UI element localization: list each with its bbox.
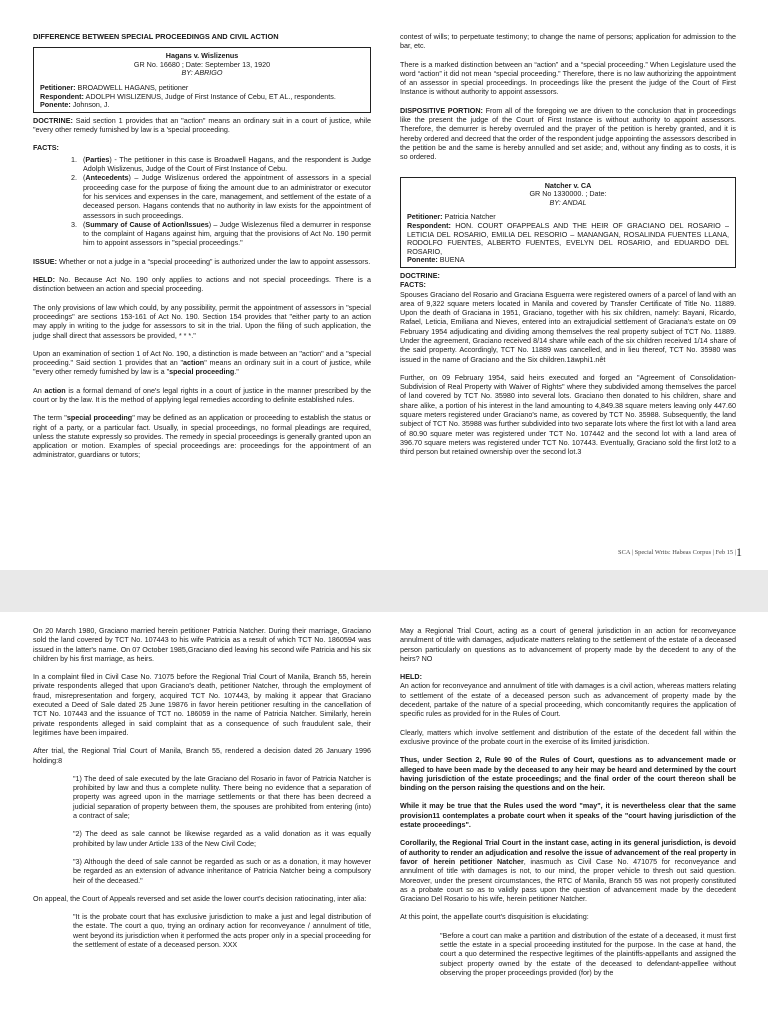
doctrine-heading: DOCTRINE: [400,270,440,280]
case-parties [407,213,729,265]
held-paragraph: An action for reconveyance and annulment of title with damages is a civil action, whereas matters relating to settlement of the estate of a deceased person such as advancement of property made by the decedent, partake of the nature of a special proceeding, which concomitantly requires the application of specific rules as provided for in the Rules of Court. [400,681,736,719]
case-digest-author: BY: ANDAL [549,197,587,207]
petitioner-label: Petitioner: [407,212,443,222]
text-run: Upon an examination of section 1 of Act No. 190, a distinction is made between an "action" and a "special proceeding." Said section 1 provides that an " [33,348,371,368]
case-name: Hagans v. Wislizenus [165,51,239,61]
dispositive-text: From all of the foregoing we are driven to the conclusion that in proceedings like the present the judge of the Court of First Instance is without authority to appoint assessors. Therefore, the demurrer is hereby overruled and the prayer of the petition is hereby granted, and it is hereby ordered and decreed that the order of the respondent judge appointing the assessors described in the petition be and the same is hereby annulled and set aside; and, without any finding as to costs, it is so ordered. [400,105,736,162]
bold-term: special proceeding [169,367,235,377]
dispositive-label: DISPOSITIVE PORTION: [400,105,483,115]
case-parties [40,84,364,110]
facts-item-text: ) – Judge Wislezenus filed a demurrer in response to the complaint of Hagans against him, arguing that the provisions of Act No. 190 permit him to appoint assessors in "special proceedings." [83,219,372,248]
facts-item-heading: Antecedents [85,173,129,183]
page1-right-column [400,32,736,466]
facts-item: 1. (Parties) - The petitioner in this case is Broadwell Hagans, and the respondent is Judge Adolph Wislizenus, Judge of the Court of First Instance of Cebu. [79,155,371,174]
body-paragraph: There is a marked distinction between an “action” and a “special proceeding.” When Legislature used the word “action” it did not mean “special proceeding.” Therefore, there is no law authorizing the appointment of an assessor in special proceedings. In proceedings like the present the judge of the Court of First Instance is without authority to appoint assessors. [400,59,736,97]
doctrine-text: Said section 1 provides that an "action" means an ordinary suit in a court of justice, while "every other remedy furnished by law is a 'special proceeding. [33,115,371,135]
footer-text: SCA | Special Writs: Habeas Corpus | Feb 15 | [618,549,736,556]
respondent-value: HON. COURT OFAPPEALS AND THE HEIR OF GRACIANO DEL ROSARIO – LETICIA DEL ROSARIO, EMILIA DEL RESORIO – MANANGAN, ROSALINDA FUENTES LLANA, RODOLFO FUENTES, ALBERTO FUENTES, EVELYN DEL ROSARIO, and EDUARDO DEL ROSARIO, [407,220,729,256]
body-paragraph: Clearly, matters which involve settlement and distribution of the estate of the decedent fall within the exclusive province of the probate court in the exercise of its limited jurisdiction. [400,727,736,746]
bold-term: action [44,385,66,395]
body-paragraph: After trial, the Regional Trial Court of Manila, Branch 55, rendered a decision dated 26 January 1996 holding:8 [33,746,371,765]
ponente-label: Ponente: [40,100,71,110]
quoted-paragraph: "It is the probate court that has exclusive jurisdiction to make a just and legal distribution of the estate. The court a quo, trying an ordinary action for reconveyance / annulment of title, went beyond its jurisdiction when it performed the acts proper only in a special proceeding for the settlement of estate of a deceased person. XXX [73,912,371,950]
held-heading: HELD: [400,672,422,682]
issue-label: ISSUE: [33,256,57,266]
facts-item-text: ) – Judge Wislizenus ordered the appointment of assessors in a special proceeding case for the purpose of fixing the amount due to an administrator or executor for his services and expenses in the care, management, and settlement of the estate of a deceased person. Hagans contends that no authority in law exists for the appointment of assessors in such proceedings. [83,173,371,220]
respondent-value: ADOLPH WISLIZENUS, Judge of First Instance of Cebu, ET AL., respondents. [83,91,336,101]
facts-item-text: ) - The petitioner in this case is Broadwell Hagans, and the respondent is Judge Adolph Wislizenus, Judge of the Court of First Instance of Cebu. [83,154,371,174]
bold-term: special proceeding [66,413,133,423]
page-number: 1 [736,545,742,559]
body-paragraph [33,413,371,459]
respondent-label: Respondent: [407,220,451,230]
respondent-label: Respondent: [40,91,84,101]
document-page-2 [0,612,768,1024]
text-run: The term " [33,413,67,423]
body-paragraph: At this point, the appellate court's disquisition is elucidating: [400,912,589,922]
page1-left-column [33,32,371,469]
page2-right-column [400,626,736,986]
text-run: is a formal demand of one's legal rights in a court of justice in the manner prescribed by the court or by the law. It is the method of applying legal remedies according to definite established rules. [33,385,371,404]
dispositive-paragraph [400,106,736,162]
body-paragraph [33,349,371,377]
case-gr-number: GR No 1330000. ; Date: [529,189,607,199]
text-run: " may be defined as an application or proceeding to establish the status or right of a party, or a particular fact. Usually, in special proceedings, no formal pleadings are required, unless the statute expressly so provides. The remedy in special proceedings is generally granted upon an application or motion. Examples of special proceedings are: proceedings for the appointment of an administrator, guardians or tutors; [33,413,372,460]
body-paragraph: On appeal, the Court of Appeals reversed and set aside the lower court's decision ratiocinating, inter alia: [33,893,367,903]
quoted-paragraph: "Before a court can make a partition and distribution of the estate of a deceased, it must first settle the estate in a special proceeding instituted for the purpose. In the case at hand, the court a quo determined the respective legitimes of the plaintiffs-appellants and assigned the subject property owned by the estate of the deceased to defendant-appellee without observing the proper proceedings provided (for) by the [440,930,736,977]
text-run: ." [234,367,239,377]
doctrine-label: DOCTRINE: [33,115,73,125]
facts-list [33,155,371,248]
petitioner-label: Petitioner: [40,83,76,93]
case-digest-author: BY: ABRIGO [181,68,223,78]
petitioner-value: BROADWELL HAGANS, petitioner [75,83,189,93]
ponente-value: BUENA [437,255,465,265]
body-paragraph: Further, on 09 February 1954, said heirs executed and forged an "Agreement of Consolidation-Subdivision of Real Property with Waiver of Rights" where they subdivided among themselves the parcel of land covered by TCT No. 35980 into several lots. Graciano then donated to his children, share and share alike, a portion of his interest in the land amounting to 4,849.38 square meters leaving only 447.60 square meters registered under Graciano's name, as covered by TCT No. 35988. Subsequently, the land subject of TCT No. 35988 was further subdivided into two separate lots where the first lot with a land area of 80.90 square meter was registered under TCT No. 107442 and the second lot with a land area of 396.70 square meters was registered under TCT No. 107443. Eventually, Graciano sold the first lot2 to a third person but retained ownership over the second lot.3 [400,372,736,457]
body-paragraph [33,386,371,405]
bold-paragraph: While it may be true that the Rules used the word "may", it is nevertheless clear that the same provision11 contemplates a probate court when it speaks of the "court having jurisdiction of the estate proceedings". [400,801,736,830]
text-run: " means an ordinary suit in a court of justice, while "every other remedy furnished by law is a " [33,358,371,377]
facts-item: 2. (Antecedents) – Judge Wislizenus ordered the appointment of assessors in a special proceeding case for the purpose of fixing the amount due to an administrator or executor for his services and expenses in the care, management, and settlement of the estate of a deceased person. Hagans contends that no authority in law exists for the appointment of assessors in such proceedings. [79,173,371,219]
quoted-paragraph: "3) Although the deed of sale cannot be regarded as such or as a donation, it may however be regarded as an extension of advance inheritance of Patricia Natcher being a compulsory heir of the deceased." [73,856,371,885]
issue-text: Whether or not a judge in a “special proceeding” is authorized under the law to appoint assessors. [56,256,371,266]
body-paragraph [400,838,736,903]
held-paragraph [33,275,371,294]
quoted-paragraph: "2) The deed as sale cannot be likewise regarded as a valid donation as it was equally prohibited by law under Article 133 of the New Civil Code; [73,829,371,848]
body-paragraph: Spouses Graciano del Rosario and Graciana Esguerra were registered owners of a parcel of land with an area of 9,322 square meters located in Manila and covered by Transfer Certificate of Title No. 11889. Upon the death of Graciana in 1951, Graciano, together with his six children, namely: Bayani, Ricardo, Rafael, Leticia, Emiliana and Nieves, entered into an extrajudicial settlement of Graciana's estate on 09 February 1954 adjudicating and dividing among themselves the real property subject of TCT No. 11889. Under the agreement, Graciano received 8/14 share while each of the six children received 1/14 share of the said property. Accordingly, TCT No. 11889 was cancelled, and in lieu thereof, TCT No. 35980 was issued in the name of Graciano and the Six children.1äwphi1.nêt [400,289,736,364]
held-text: No. Because Act No. 190 only applies to actions and not special proceedings. There is a distinction between an action and special proceeding. [33,275,371,294]
facts-heading: FACTS: [33,143,59,153]
body-paragraph: On 20 March 1980, Graciano married herein petitioner Patricia Natcher. During their marriage, Graciano sold the land covered by TCT No. 107443 to his wife Patricia as a result of which TCT No. 1860594 was issued in the latter's name. On 07 October 1985,Graciano died leaving his second wife Patricia and his six children by his first marriage, as heirs. [33,626,371,663]
quoted-paragraph: "1) The deed of sale executed by the late Graciano del Rosario in favor of Patricia Natcher is prohibited by law and thus a complete nullity. There being no evidence that a separation of property was agreed upon in the marriage settlements or that there has been decreed a judicial separation of property between them, the spouses are prohibited from entering (into) a contract of sale; [73,773,371,821]
bold-paragraph: Thus, under Section 2, Rule 90 of the Rules of Court, questions as to advancement made or alleged to have been made by the deceased to any heir may be heard and determined by the court having jurisdiction of the estate proceedings; and the final order of the court thereon shall be binding on the person raising the questions and on the heir. [400,755,736,793]
bold-run: Corollarily, the Regional Trial Court in the instant case, acting in its general jurisdiction, is devoid of authority to render an adjudication and resolve the issue of advancement of the real property in favor of herein petitioner Natcher [400,838,736,866]
text-run: An [33,385,45,395]
page2-left-column [33,626,371,958]
facts-item-heading: Parties [85,154,110,164]
case-header-natcher [400,177,736,268]
facts-item: 3. (Summary of Cause of Action/Issues) – Judge Wislezenus filed a demurrer in response to the complaint of Hagans against him, arguing that the provisions of Act No. 190 permit him to appoint assessors in "special proceedings." [79,220,371,248]
issue-paragraph: May a Regional Trial Court, acting as a court of general jurisdiction in an action for reconveyance annulment of title with damages, adjudicate matters relating to the settlement of the estate of a deceased person particularly on questions as to advancement of property made by the decedent to any of the heirs? NO [400,626,736,663]
body-paragraph: The only provisions of law which could, by any possibility, permit the appointment of assessors in "special proceedings" are sections 153-161 of Act No. 190. Section 154 provides that "either party to an action may apply in writing to the judge for assessors to sit in the trial. Upon the filing of such application, the judge shall direct that assessors be provided, * * *." [33,302,371,340]
document-title: DIFFERENCE BETWEEN SPECIAL PROCEEDINGS AND CIVIL ACTION [33,32,279,41]
case-name: Natcher v. CA [544,180,592,190]
case-header-hagans [33,47,371,113]
issue-paragraph [33,257,371,266]
body-paragraph: In a complaint filed in Civil Case No. 71075 before the Regional Trial Court of Manila, Branch 55, herein private respondents alleged that upon Graciano's death, petitioner Natcher, through the employment of fraud, misrepresentation and forgery, acquired TCT No. 107443, by making it appear that Graciano executed a Deed of Sale dated 25 June 19876 in favor herein petitioner resulting in the cancellation of TCT No. 107443 and the issuance of TCT no. 186059 in the name of Patricia Natcher. Similarly, herein private respondents alleged in said complaint that as a consequence of such fraudulent sale, their legitimes have been impaired. [33,672,371,737]
ponente-label: Ponente: [407,255,438,265]
doctrine-paragraph [33,116,371,135]
page-footer [618,545,742,560]
ponente-value: Johnson, J. [70,100,110,110]
facts-heading: FACTS: [400,280,426,290]
facts-item-heading: Summary of Cause of Action/Issues [85,219,209,229]
petitioner-value: Patricia Natcher [442,212,496,222]
text-run: , inasmuch as Civil Case No. 471075 for reconveyance and annulment of title with damages is not, to our mind, the proper vehicle to thresh out said question. Moreover, under the present circumstances, the RTC of Manila, Branch 55 was not properly constituted as a probate court so as to validly pass upon the question of advancement made by the decedent Graciano Del Rosario to his wife, herein petitioner Natcher. [400,856,736,904]
case-gr-number: GR No. 16680 ; Date: September 13, 1920 [133,59,271,69]
body-paragraph: contest of wills; to perpetuate testimony; to change the name of persons; application for admission to the bar, etc. [400,32,736,51]
bold-term: action [183,358,205,368]
held-label: HELD: [33,275,55,285]
